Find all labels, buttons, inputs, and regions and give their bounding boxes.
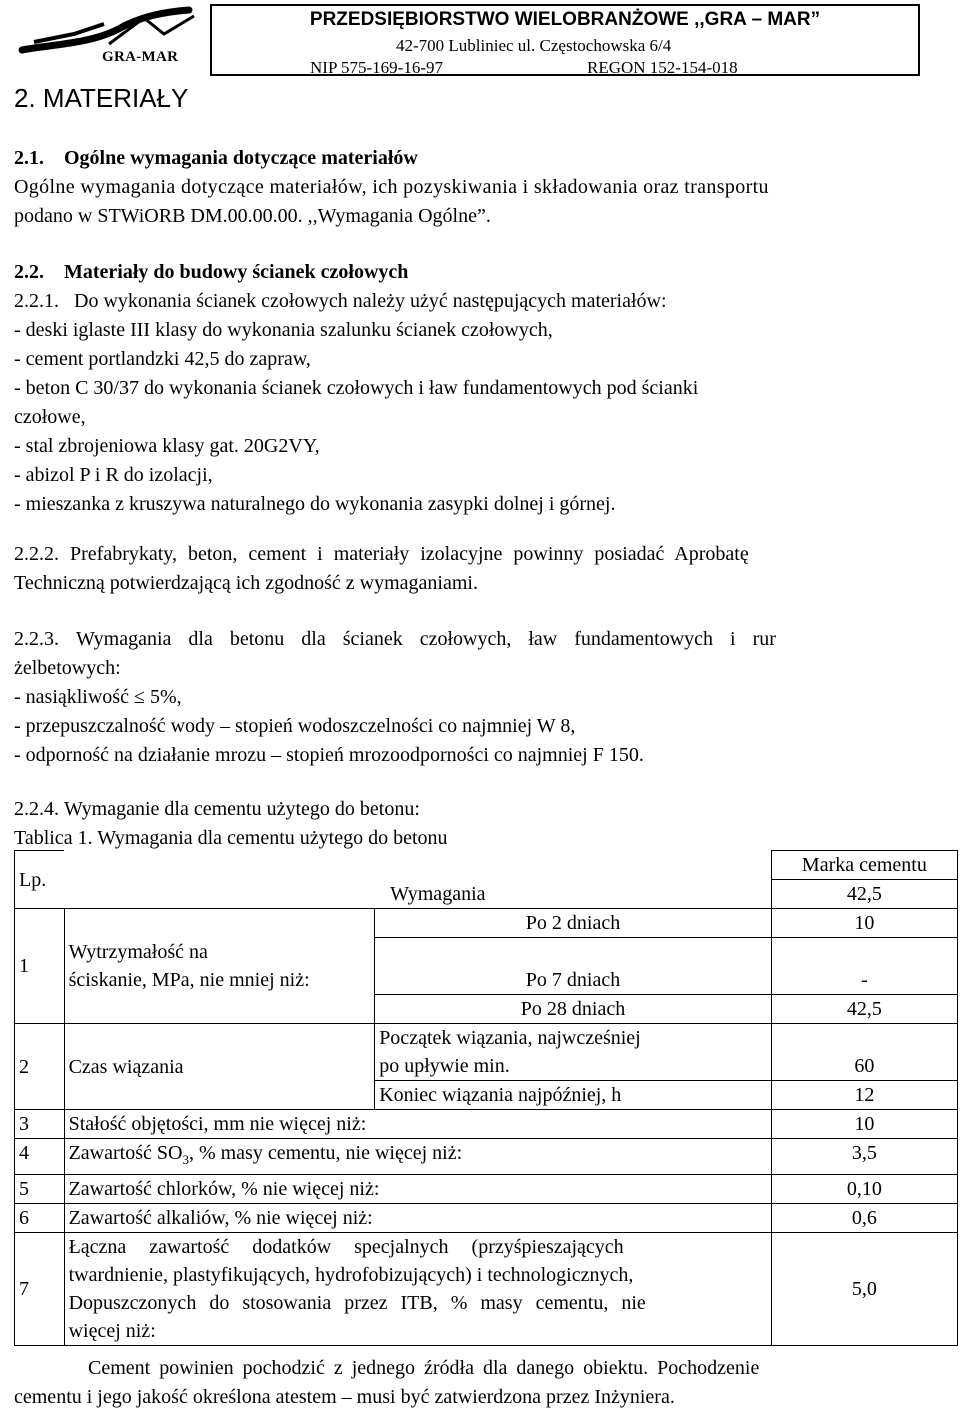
materials-item: - cement portlandzki 42,5 do zapraw,	[14, 348, 311, 370]
paragraph-2-2-2-line-2: Techniczną potwierdzającą ich zgodność z wymaganiami.	[14, 572, 478, 594]
company-name: PRZEDSIĘBIORSTWO WIELOBRANŻOWE ,,GRA – MAR”	[309, 9, 821, 30]
row-value: 5,0	[771, 1233, 957, 1346]
header-mark: Marka cementu	[771, 851, 957, 880]
materials-item: - abizol P i R do izolacji,	[14, 464, 213, 486]
row-value: 10	[771, 909, 957, 938]
row-requirement: Czas wiązania	[64, 1024, 375, 1110]
table-row	[15, 1139, 958, 1175]
row-value: 0,6	[771, 1204, 957, 1233]
table-row	[15, 1175, 958, 1204]
row-lp: 3	[15, 1110, 65, 1139]
row-sub-requirement: Koniec wiązania najpóźniej, h	[375, 1081, 772, 1110]
header-requirements: Wymagania	[64, 880, 771, 909]
paragraph-2-2-4	[14, 795, 946, 853]
materials-item: - stal zbrojeniowa klasy gat. 20G2VY,	[14, 435, 320, 457]
company-regon: REGON 152-154-018	[587, 58, 738, 77]
row-value: -	[771, 938, 957, 995]
paragraph-2-2-2	[14, 540, 946, 598]
table-row	[15, 1233, 958, 1346]
paragraph-2-2-1-number: 2.2.1.	[14, 290, 59, 312]
row-requirement: Zawartość alkaliów, % nie więcej niż:	[64, 1204, 771, 1233]
table-row	[15, 1024, 958, 1081]
footer-line-1: Cement powinien pochodzić z jednego źródła dla danego obiektu. Pochodzenie	[88, 1357, 760, 1379]
concrete-requirement-item: - przepuszczalność wody – stopień wodoszczelności co najmniej W 8,	[14, 715, 576, 737]
table-caption: Tablica 1. Wymagania dla cementu użytego do betonu	[14, 827, 448, 849]
row-lp: 5	[15, 1175, 65, 1204]
company-info-box	[210, 4, 920, 76]
cement-requirements-table	[14, 850, 958, 1346]
company-nip: NIP 575-169-16-97	[310, 58, 443, 77]
section-2-2-title: Materiały do budowy ścianek czołowych	[64, 261, 409, 283]
paragraph-2-2-3-number: 2.2.3.	[14, 628, 59, 650]
paragraph-2-2-3-line-1: Wymagania dla betonu dla ścianek czołowych, ław fundamentowych i rur	[76, 628, 776, 650]
footer-note	[14, 1354, 958, 1412]
section-2-1-number: 2.1.	[14, 147, 44, 169]
section-2-1	[14, 144, 946, 231]
paragraph-2-2-4-number: 2.2.4.	[14, 798, 59, 820]
row-value: 42,5	[771, 995, 957, 1024]
row-requirement: Wytrzymałość na ściskanie, MPa, nie mniej niż:	[64, 909, 375, 1024]
paragraph-2-2-1-text: Do wykonania ścianek czołowych należy użyć następujących materiałów:	[74, 290, 667, 312]
row-requirement: Łączna zawartość dodatków specjalnych (przyśpieszających twardnienie, plastyfikujących, hydrofobizujących) i technologicznych, Dopuszczonych do stosowania przez ITB, % masy cementu, nie więcej niż:	[64, 1233, 771, 1346]
paragraph-2-2-3-line-2: żelbetowych:	[14, 657, 121, 679]
materials-item: - deski iglaste III klasy do wykonania szalunku ścianek czołowych,	[14, 319, 553, 341]
section-2-2-number: 2.2.	[14, 261, 44, 283]
header-mark-value: 42,5	[771, 880, 957, 909]
materials-item: czołowe,	[14, 406, 86, 428]
gra-mar-logo-icon	[14, 4, 210, 78]
paragraph-2-2-2-number: 2.2.2.	[14, 543, 59, 565]
materials-item: - mieszanka z kruszywa naturalnego do wykonania zasypki dolnej i górnej.	[14, 493, 616, 515]
paragraph-2-2-3	[14, 625, 946, 770]
row-value: 60	[771, 1024, 957, 1081]
row-lp: 6	[15, 1204, 65, 1233]
paragraph-2-2-1	[14, 287, 946, 316]
section-2-1-title: Ogólne wymagania dotyczące materiałów	[64, 147, 418, 169]
materials-item: - beton C 30/37 do wykonania ścianek czołowych i ław fundamentowych pod ścianki	[14, 377, 699, 399]
section-2-1-line-1: Ogólne wymagania dotyczące materiałów, ich pozyskiwania i składowania oraz transportu	[14, 176, 769, 198]
paragraph-2-2-4-text: Wymaganie dla cementu użytego do betonu:	[64, 798, 420, 820]
letterhead	[14, 4, 946, 78]
table-row	[15, 1204, 958, 1233]
section-2-1-line-2: podano w STWiORB DM.00.00.00. ,,Wymagania Ogólne”.	[14, 205, 491, 227]
row-requirement: Zawartość $SO_3$, % masy cementu, nie więcej niż:	[64, 1139, 771, 1175]
table-header-row-2	[15, 880, 958, 909]
row-value: 3,5	[771, 1139, 957, 1175]
row-sub-requirement: Po 28 dniach	[375, 995, 772, 1024]
header-lp: Lp.	[15, 851, 65, 909]
company-address: 42-700 Lubliniec ul. Częstochowska 6/4	[396, 36, 672, 55]
row-sub-requirement: Po 7 dniach	[375, 938, 772, 995]
row-lp: 1	[15, 909, 65, 1024]
section-2-2-heading	[14, 258, 946, 287]
paragraph-2-2-2-line-1: Prefabrykaty, beton, cement i materiały izolacyjne powinny posiadać Aprobatę	[70, 543, 749, 565]
footer-line-2: cementu i jego jakość określona atestem – musi być zatwierdzona przez Inżyniera.	[14, 1386, 675, 1408]
row-lp: 7	[15, 1233, 65, 1346]
row-value: 12	[771, 1081, 957, 1110]
row-sub-requirement: Początek wiązania, najwcześniej po upływie min.	[375, 1024, 772, 1081]
company-logo	[14, 4, 210, 78]
concrete-requirement-item: - nasiąkliwość ≤ 5%,	[14, 686, 182, 708]
concrete-requirement-item: - odporność na działanie mrozu – stopień mrozoodporności co najmniej F 150.	[14, 744, 644, 766]
section-2-2	[14, 258, 946, 519]
row-requirement: Stałość objętości, mm nie więcej niż:	[64, 1110, 771, 1139]
logo-text: GRA-MAR	[102, 49, 179, 65]
row-value: 0,10	[771, 1175, 957, 1204]
table-row	[15, 909, 958, 938]
row-requirement: Zawartość chlorków, % nie więcej niż:	[64, 1175, 771, 1204]
row-lp: 4	[15, 1139, 65, 1175]
section-2-1-heading	[14, 144, 946, 173]
row-sub-requirement: Po 2 dniach	[375, 909, 772, 938]
table-header-row	[15, 851, 958, 880]
row-lp: 2	[15, 1024, 65, 1110]
row-value: 10	[771, 1110, 957, 1139]
section-title: 2. MATERIAŁY	[14, 83, 189, 113]
table-row	[15, 1110, 958, 1139]
